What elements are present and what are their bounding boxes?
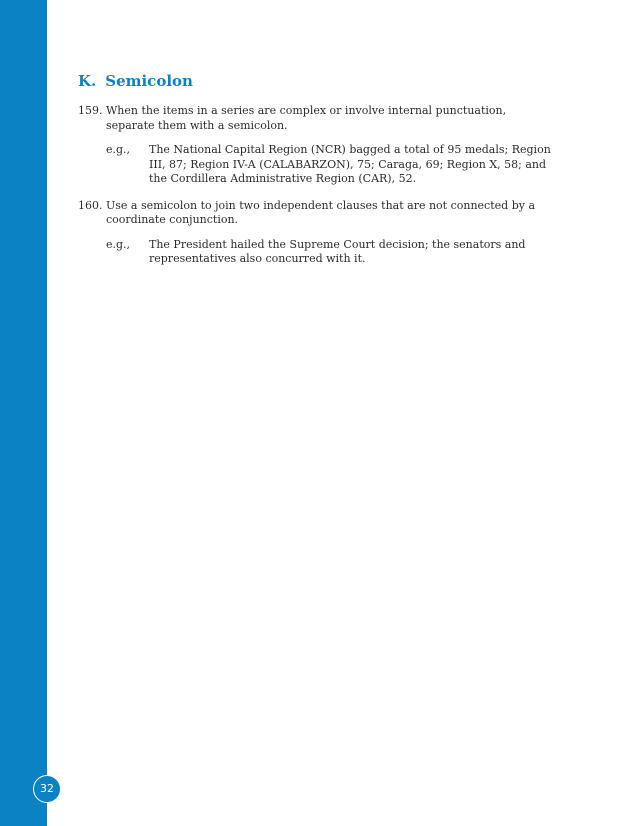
rule-text: When the items in a series are complex or involve internal punctuation, separate them with a semicolon. [106, 104, 507, 132]
rule-example [106, 143, 558, 187]
rule-example [106, 238, 558, 267]
section-heading [78, 72, 558, 90]
rule-160 [78, 199, 558, 267]
example-text: The National Capital Region (NCR) bagged a total of 95 medals; Region III, 87; Region IV-A (CALABARZON), 75; Caraga, 69; Region X, 58; and the Cordillera Administrative Region (CAR), 52. [149, 143, 551, 185]
rule-text: Use a semicolon to join two independent clauses that are not connected by a coordinate conjunction. [106, 198, 535, 226]
example-text: The President hailed the Supreme Court decision; the senators and representatives also concurred with it. [149, 237, 526, 265]
section-title: Semicolon [105, 72, 193, 90]
section-letter: K. [78, 72, 97, 90]
example-label: e.g., [106, 237, 131, 251]
side-color-bar [0, 0, 47, 826]
page-content [78, 72, 558, 279]
page-number-badge: 32 [33, 775, 61, 803]
example-label: e.g., [106, 143, 131, 156]
rule-number: 159. [78, 104, 103, 117]
rule-159 [78, 104, 558, 187]
rule-number: 160. [78, 198, 103, 212]
